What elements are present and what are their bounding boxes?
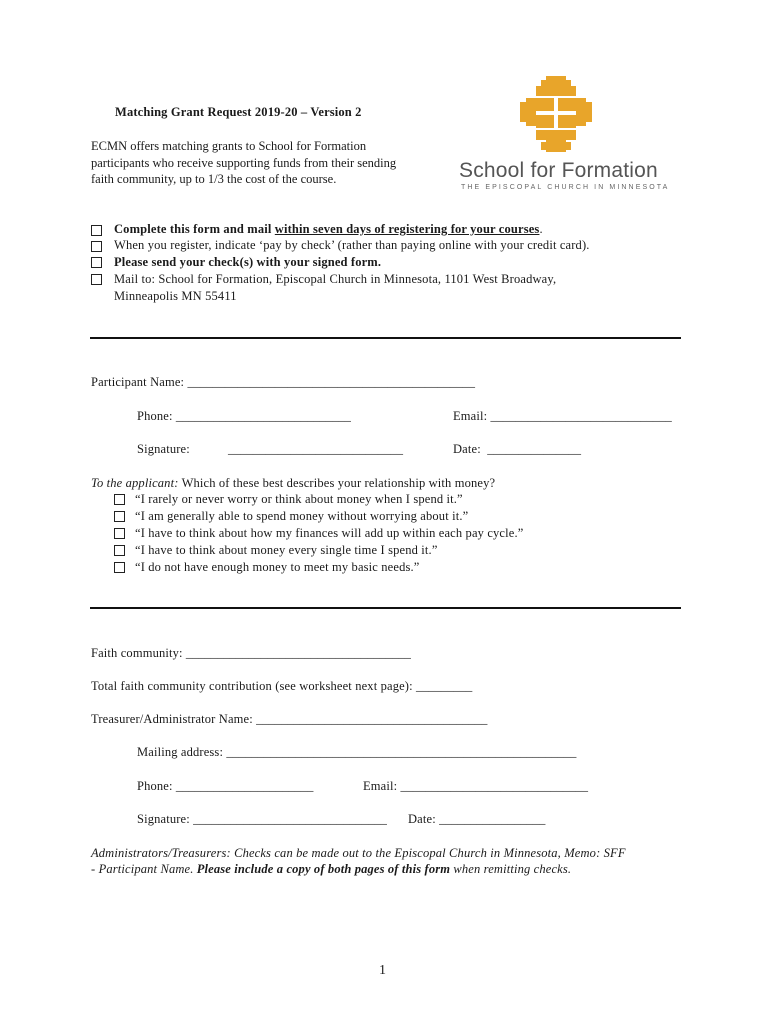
treasurer-phone-row	[137, 778, 313, 795]
intro-paragraph: ECMN offers matching grants to School for Formation participants who receive supporting funds from their sending faith community, up to 1/3 the cost of the course.	[91, 139, 397, 186]
treasurer-email-field[interactable]: ______________________________	[400, 779, 589, 793]
mailing-address-label: Mailing address:	[137, 745, 224, 759]
treasurer-signature-field[interactable]: _______________________________	[193, 812, 387, 826]
administrator-note-emphasis: Please include a copy of both pages of this form	[196, 862, 451, 876]
treasurer-signature-row	[137, 811, 387, 828]
section-divider-1	[90, 337, 681, 339]
participant-phone-field[interactable]: ____________________________	[175, 409, 351, 423]
money-option-2: “I am generally able to spend money without worrying about it.”	[135, 509, 469, 523]
participant-date-field[interactable]: _______________	[484, 442, 581, 456]
money-option-5: “I do not have enough money to meet my basic needs.”	[135, 560, 420, 574]
contribution-row	[91, 678, 472, 695]
money-option-1: “I rarely or never worry or think about money when I spend it.”	[135, 492, 463, 506]
treasurer-name-label: Treasurer/Administrator Name:	[91, 712, 253, 726]
cross-logo-icon	[520, 76, 592, 156]
money-option-checkbox-2[interactable]	[114, 511, 125, 522]
participant-date-row	[453, 441, 581, 458]
mailing-address-field[interactable]: ________________________________________________________	[226, 745, 577, 759]
treasurer-phone-field[interactable]: ______________________	[175, 779, 314, 793]
money-prompt	[91, 475, 495, 492]
treasurer-date-row	[408, 811, 545, 828]
contribution-label: Total faith community contribution (see worksheet next page):	[91, 679, 413, 693]
contribution-field[interactable]: _________	[416, 679, 473, 693]
instruction-checkbox-2[interactable]	[91, 241, 102, 252]
participant-email-row	[453, 408, 672, 425]
money-prompt-italic: To the applicant:	[91, 476, 179, 490]
participant-name-row	[91, 374, 475, 391]
treasurer-name-field[interactable]: _____________________________________	[256, 712, 488, 726]
participant-phone-row	[137, 408, 351, 425]
instruction-checkbox-1[interactable]	[91, 225, 102, 236]
treasurer-email-row	[363, 778, 588, 795]
money-prompt-text: Which of these best describes your relationship with money?	[178, 476, 496, 490]
administrator-note-start: - Participant Name.	[91, 862, 197, 876]
administrator-note-line2	[91, 861, 571, 878]
instruction-1-deadline: within seven days of registering for your courses	[274, 222, 540, 236]
instruction-item-4-line1: Mail to: School for Formation, Episcopal Church in Minnesota, 1101 West Broadway,	[114, 272, 557, 286]
instruction-item-3: Please send your check(s) with your signed form.	[114, 255, 382, 269]
treasurer-date-label: Date:	[408, 812, 436, 826]
money-option-3: “I have to think about how my finances will add up within each pay cycle.”	[135, 526, 524, 540]
logo-wordmark: School for Formation	[459, 159, 658, 182]
participant-email-field[interactable]: _____________________________	[490, 409, 672, 423]
participant-name-label: Participant Name:	[91, 375, 185, 389]
instruction-item-4-line2: Minneapolis MN 55411	[114, 289, 237, 303]
treasurer-phone-label: Phone:	[137, 779, 173, 793]
money-option-checkbox-3[interactable]	[114, 528, 125, 539]
instruction-1-period: .	[539, 222, 543, 236]
participant-name-field[interactable]: ______________________________________________	[187, 375, 475, 389]
page-number: 1	[379, 963, 386, 978]
participant-signature-field[interactable]: ____________________________	[228, 442, 403, 456]
treasurer-email-label: Email:	[363, 779, 398, 793]
money-option-checkbox-5[interactable]	[114, 562, 125, 573]
administrator-note-end: when remitting checks.	[450, 862, 572, 876]
instruction-checkbox-3[interactable]	[91, 257, 102, 268]
administrator-note-line1: Administrators/Treasurers: Checks can be made out to the Episcopal Church in Minnesota, Memo: SFF	[91, 846, 626, 860]
participant-date-label: Date:	[453, 442, 481, 456]
faith-community-field[interactable]: ____________________________________	[185, 646, 411, 660]
treasurer-date-field[interactable]: _________________	[439, 812, 546, 826]
instruction-item-2: When you register, indicate ‘pay by check’ (rather than paying online with your credit card).	[114, 238, 590, 252]
mailing-address-row	[137, 744, 576, 761]
money-option-checkbox-1[interactable]	[114, 494, 125, 505]
participant-email-label: Email:	[453, 409, 488, 423]
money-option-4: “I have to think about money every single time I spend it.”	[135, 543, 438, 557]
instruction-item-1	[114, 221, 543, 238]
faith-community-row	[91, 645, 411, 662]
section-divider-2	[90, 607, 681, 609]
logo-subtitle: THE EPISCOPAL CHURCH IN MINNESOTA	[461, 184, 670, 191]
participant-signature-label: Signature:	[137, 442, 190, 456]
form-title: Matching Grant Request 2019-20 – Version 2	[115, 105, 362, 119]
treasurer-signature-label: Signature:	[137, 812, 190, 826]
treasurer-name-row	[91, 711, 487, 728]
faith-community-label: Faith community:	[91, 646, 183, 660]
instruction-checkbox-4[interactable]	[91, 274, 102, 285]
instruction-1-lead: Complete this form and mail	[114, 222, 275, 236]
money-option-checkbox-4[interactable]	[114, 545, 125, 556]
participant-phone-label: Phone:	[137, 409, 173, 423]
